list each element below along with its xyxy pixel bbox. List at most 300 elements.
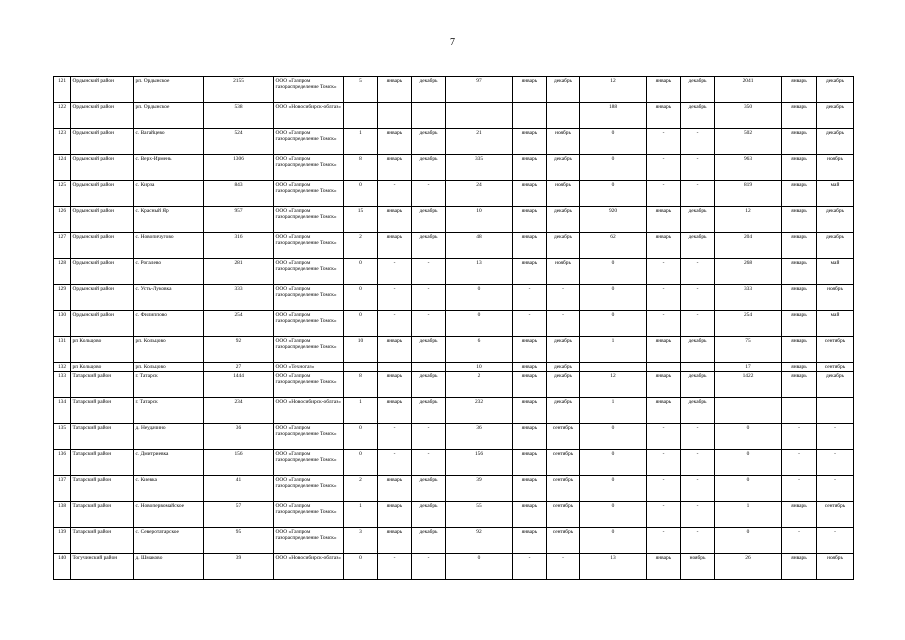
cell-end-a: декабрь [412, 476, 446, 502]
cell-row-number: 136 [54, 450, 71, 476]
cell-start-c: - [647, 502, 681, 528]
cell-start-c: январь [647, 233, 681, 259]
cell-start-b: январь [513, 363, 547, 372]
cell-start-c: январь [647, 77, 681, 103]
cell-value-b: 39 [446, 476, 513, 502]
cell-end-a: декабрь [412, 337, 446, 363]
cell-value-d: 26 [715, 554, 782, 580]
cell-row-number: 125 [54, 181, 71, 207]
cell-row-number: 127 [54, 233, 71, 259]
cell-total-value: 2155 [204, 77, 274, 103]
cell-value-b: 55 [446, 502, 513, 528]
cell-value-c: 0 [580, 424, 647, 450]
table-row [54, 207, 854, 233]
cell-operator: ООО «Газпром газораспределение Томск» [274, 502, 344, 528]
cell-value-c: 0 [580, 502, 647, 528]
cell-operator: ООО «Газпром газораспределение Томск» [274, 372, 344, 398]
cell-end-a: - [412, 259, 446, 285]
cell-end-b: декабрь [547, 155, 580, 181]
cell-settlement: с. Новопервомайское [134, 502, 204, 528]
cell-end-b [547, 103, 580, 129]
cell-end-c: - [681, 155, 715, 181]
cell-total-value: 234 [204, 398, 274, 424]
table-row [54, 103, 854, 129]
cell-end-d: декабрь [817, 372, 854, 398]
cell-operator: ООО «Газпром газораспределение Томск» [274, 77, 344, 103]
table-row [54, 285, 854, 311]
cell-district: Тогучинский район [71, 554, 134, 580]
cell-district: Ордынский район [71, 207, 134, 233]
cell-operator: ООО «Газпром газораспределение Томск» [274, 476, 344, 502]
cell-value-a: 0 [344, 554, 378, 580]
cell-end-c: - [681, 259, 715, 285]
cell-start-c: - [647, 476, 681, 502]
cell-end-a: декабрь [412, 77, 446, 103]
cell-start-a: январь [378, 155, 412, 181]
cell-value-d: 0 [715, 476, 782, 502]
cell-value-d: 75 [715, 337, 782, 363]
cell-total-value: 957 [204, 207, 274, 233]
cell-total-value: 92 [204, 337, 274, 363]
cell-value-d [715, 398, 782, 424]
cell-settlement: с. Северотатарское [134, 528, 204, 554]
cell-end-a: декабрь [412, 129, 446, 155]
cell-operator: ООО «Газпром газораспределение Томск» [274, 207, 344, 233]
cell-value-a [344, 103, 378, 129]
cell-operator: ООО «Газпром газораспределение Томск» [274, 337, 344, 363]
cell-settlement: с. Усть-Луковка [134, 285, 204, 311]
cell-value-a: 5 [344, 77, 378, 103]
cell-start-d: - [782, 528, 817, 554]
cell-operator: ООО «Газпром газораспределение Томск» [274, 129, 344, 155]
cell-start-a: - [378, 259, 412, 285]
cell-start-c: - [647, 424, 681, 450]
cell-value-c: 62 [580, 233, 647, 259]
cell-end-d [817, 398, 854, 424]
cell-row-number: 132 [54, 363, 71, 372]
cell-start-c: - [647, 285, 681, 311]
cell-start-d: январь [782, 129, 817, 155]
cell-district: Татарский район [71, 424, 134, 450]
cell-district: Ордынский район [71, 103, 134, 129]
cell-end-b: сентябрь [547, 476, 580, 502]
cell-end-a: декабрь [412, 528, 446, 554]
cell-value-d: 502 [715, 129, 782, 155]
cell-value-d: 268 [715, 259, 782, 285]
cell-value-c: 0 [580, 450, 647, 476]
cell-start-c: январь [647, 554, 681, 580]
table-body [54, 77, 854, 580]
cell-end-a [412, 363, 446, 372]
cell-end-d: сентябрь [817, 502, 854, 528]
cell-settlement: с. Филиппово [134, 311, 204, 337]
cell-start-d: январь [782, 311, 817, 337]
cell-end-b: - [547, 311, 580, 337]
cell-start-b: январь [513, 476, 547, 502]
cell-value-c: 12 [580, 372, 647, 398]
cell-start-c [647, 363, 681, 372]
cell-value-c: 0 [580, 259, 647, 285]
cell-total-value: 524 [204, 129, 274, 155]
cell-end-d: - [817, 476, 854, 502]
cell-end-c: декабрь [681, 398, 715, 424]
cell-value-b: 10 [446, 363, 513, 372]
cell-row-number: 122 [54, 103, 71, 129]
cell-end-d: - [817, 450, 854, 476]
cell-end-b: декабрь [547, 363, 580, 372]
cell-value-b: 48 [446, 233, 513, 259]
cell-start-d: - [782, 424, 817, 450]
cell-total-value: 281 [204, 259, 274, 285]
cell-end-a [412, 103, 446, 129]
table-row [54, 372, 854, 398]
cell-total-value: 333 [204, 285, 274, 311]
cell-start-b: январь [513, 207, 547, 233]
cell-district: Ордынский район [71, 181, 134, 207]
cell-start-a: январь [378, 77, 412, 103]
cell-value-a: 2 [344, 476, 378, 502]
cell-value-d: 333 [715, 285, 782, 311]
cell-settlement: с. Рогалево [134, 259, 204, 285]
cell-end-d: май [817, 181, 854, 207]
cell-value-b: 97 [446, 77, 513, 103]
cell-end-c: ноябрь [681, 554, 715, 580]
cell-settlement: с. Киевка [134, 476, 204, 502]
cell-value-b: 335 [446, 155, 513, 181]
cell-value-c: 0 [580, 311, 647, 337]
cell-start-b: январь [513, 424, 547, 450]
cell-row-number: 139 [54, 528, 71, 554]
cell-end-d: ноябрь [817, 155, 854, 181]
cell-value-b: 24 [446, 181, 513, 207]
table-row [54, 155, 854, 181]
cell-value-c: 0 [580, 129, 647, 155]
cell-row-number: 133 [54, 372, 71, 398]
table-row [54, 337, 854, 363]
cell-operator: ООО «Газпром газораспределение Томск» [274, 259, 344, 285]
cell-start-c: январь [647, 372, 681, 398]
cell-start-a: январь [378, 398, 412, 424]
cell-district: Татарский район [71, 528, 134, 554]
cell-start-c: январь [647, 103, 681, 129]
cell-value-a: 2 [344, 233, 378, 259]
cell-start-a: - [378, 181, 412, 207]
cell-district: рп Кольцово [71, 363, 134, 372]
cell-start-b: январь [513, 77, 547, 103]
cell-end-c: - [681, 181, 715, 207]
table-row [54, 259, 854, 285]
cell-end-a: декабрь [412, 398, 446, 424]
cell-total-value: 95 [204, 528, 274, 554]
cell-value-a: 1 [344, 502, 378, 528]
cell-start-a: январь [378, 207, 412, 233]
cell-row-number: 135 [54, 424, 71, 450]
cell-end-a: - [412, 424, 446, 450]
cell-operator: ООО «Газпром газораспределение Томск» [274, 528, 344, 554]
cell-district: Татарский район [71, 372, 134, 398]
cell-start-d: январь [782, 363, 817, 372]
cell-district: Татарский район [71, 502, 134, 528]
cell-start-b: январь [513, 372, 547, 398]
cell-district: Татарский район [71, 450, 134, 476]
table-row [54, 181, 854, 207]
cell-value-a: 1 [344, 398, 378, 424]
cell-start-c: - [647, 450, 681, 476]
cell-end-c: - [681, 424, 715, 450]
cell-end-b: - [547, 285, 580, 311]
cell-end-d: декабрь [817, 233, 854, 259]
cell-start-c: январь [647, 337, 681, 363]
cell-start-b: январь [513, 528, 547, 554]
cell-value-a: 0 [344, 259, 378, 285]
cell-start-a [378, 363, 412, 372]
cell-end-d: декабрь [817, 77, 854, 103]
cell-row-number: 121 [54, 77, 71, 103]
cell-value-c: 1 [580, 337, 647, 363]
cell-start-b: - [513, 554, 547, 580]
cell-settlement: рп. Кольцово [134, 363, 204, 372]
cell-operator: ООО «Новосибирск-облгаз» [274, 554, 344, 580]
cell-value-d: 963 [715, 155, 782, 181]
cell-row-number: 130 [54, 311, 71, 337]
cell-value-c: 12 [580, 77, 647, 103]
cell-start-b: - [513, 285, 547, 311]
cell-value-b: 156 [446, 450, 513, 476]
cell-value-c [580, 363, 647, 372]
cell-start-c: - [647, 129, 681, 155]
cell-total-value: 254 [204, 311, 274, 337]
cell-settlement: д. Неудачино [134, 424, 204, 450]
cell-value-d: 204 [715, 233, 782, 259]
cell-operator: ООО «Новосибирск-облгаз» [274, 103, 344, 129]
cell-start-c: - [647, 155, 681, 181]
cell-value-d: 2041 [715, 77, 782, 103]
cell-value-a: 0 [344, 285, 378, 311]
cell-settlement: г. Татарск [134, 398, 204, 424]
cell-start-d: январь [782, 207, 817, 233]
cell-end-d: ноябрь [817, 285, 854, 311]
cell-value-d: 0 [715, 450, 782, 476]
cell-value-a: 0 [344, 311, 378, 337]
cell-start-d: январь [782, 502, 817, 528]
cell-end-d: - [817, 424, 854, 450]
cell-start-d: - [782, 450, 817, 476]
cell-district: Ордынский район [71, 233, 134, 259]
cell-value-a: 1 [344, 129, 378, 155]
table-row [54, 424, 854, 450]
cell-value-b: 6 [446, 337, 513, 363]
cell-end-d: декабрь [817, 207, 854, 233]
cell-row-number: 126 [54, 207, 71, 233]
cell-start-d: январь [782, 337, 817, 363]
cell-district: Ордынский район [71, 259, 134, 285]
cell-value-b: 36 [446, 424, 513, 450]
cell-end-b: ноябрь [547, 259, 580, 285]
cell-start-d: январь [782, 285, 817, 311]
cell-settlement: с. Красный Яр [134, 207, 204, 233]
cell-start-b: январь [513, 259, 547, 285]
cell-start-d: январь [782, 259, 817, 285]
table-row [54, 129, 854, 155]
cell-end-d: май [817, 311, 854, 337]
cell-settlement: с. Верх-Ирмень [134, 155, 204, 181]
cell-value-b [446, 103, 513, 129]
cell-start-c: январь [647, 398, 681, 424]
table-row [54, 528, 854, 554]
cell-start-a: январь [378, 337, 412, 363]
cell-operator: ООО «Газпром газораспределение Томск» [274, 285, 344, 311]
cell-value-b: 0 [446, 285, 513, 311]
cell-end-d: сентябрь [817, 337, 854, 363]
cell-start-b: январь [513, 233, 547, 259]
cell-total-value: 538 [204, 103, 274, 129]
cell-start-a: - [378, 450, 412, 476]
table-row [54, 502, 854, 528]
cell-end-b: декабрь [547, 207, 580, 233]
cell-value-a: 15 [344, 207, 378, 233]
cell-operator: ООО «Газпром газораспределение Томск» [274, 233, 344, 259]
cell-total-value: 1444 [204, 372, 274, 398]
cell-district: Ордынский район [71, 129, 134, 155]
cell-start-d: январь [782, 103, 817, 129]
cell-value-a [344, 363, 378, 372]
cell-start-a: - [378, 311, 412, 337]
cell-row-number: 137 [54, 476, 71, 502]
cell-value-a: 0 [344, 181, 378, 207]
cell-row-number: 124 [54, 155, 71, 181]
cell-end-d: май [817, 259, 854, 285]
cell-row-number: 128 [54, 259, 71, 285]
cell-start-d [782, 398, 817, 424]
cell-start-b: - [513, 311, 547, 337]
page-number: 7 [450, 37, 455, 48]
cell-start-a: - [378, 554, 412, 580]
cell-end-d: - [817, 528, 854, 554]
cell-start-b: январь [513, 502, 547, 528]
cell-operator: ООО «Газпром газораспределение Томск» [274, 311, 344, 337]
cell-row-number: 140 [54, 554, 71, 580]
cell-start-b: январь [513, 155, 547, 181]
cell-start-a: январь [378, 502, 412, 528]
cell-district: Ордынский район [71, 311, 134, 337]
cell-end-b: сентябрь [547, 424, 580, 450]
cell-start-d: - [782, 476, 817, 502]
cell-total-value: 27 [204, 363, 274, 372]
cell-end-d: декабрь [817, 103, 854, 129]
cell-value-b: 21 [446, 129, 513, 155]
cell-end-a: декабрь [412, 155, 446, 181]
table-row [54, 554, 854, 580]
cell-value-b: 0 [446, 311, 513, 337]
cell-value-c: 1 [580, 398, 647, 424]
cell-start-b: январь [513, 337, 547, 363]
cell-end-c: - [681, 285, 715, 311]
cell-end-b: ноябрь [547, 129, 580, 155]
cell-total-value: 156 [204, 450, 274, 476]
cell-settlement: г. Татарск [134, 372, 204, 398]
cell-end-a: декабрь [412, 233, 446, 259]
table-row [54, 450, 854, 476]
cell-value-d: 819 [715, 181, 782, 207]
cell-end-c: - [681, 502, 715, 528]
cell-end-a: - [412, 181, 446, 207]
cell-value-d: 1 [715, 502, 782, 528]
cell-end-a: декабрь [412, 207, 446, 233]
cell-value-b: 2 [446, 372, 513, 398]
cell-value-a: 8 [344, 155, 378, 181]
cell-total-value: 843 [204, 181, 274, 207]
cell-value-a: 10 [344, 337, 378, 363]
cell-operator: ООО «Газпром газораспределение Томск» [274, 450, 344, 476]
cell-district: рп Кольцово [71, 337, 134, 363]
cell-operator: ООО «Газпром газораспределение Томск» [274, 181, 344, 207]
cell-end-c: декабрь [681, 103, 715, 129]
cell-value-a: 3 [344, 528, 378, 554]
cell-end-a: - [412, 450, 446, 476]
cell-settlement: с. Дмитриевка [134, 450, 204, 476]
cell-value-d: 17 [715, 363, 782, 372]
cell-total-value: 57 [204, 502, 274, 528]
cell-end-b: сентябрь [547, 450, 580, 476]
cell-start-d: январь [782, 554, 817, 580]
cell-district: Ордынский район [71, 285, 134, 311]
cell-start-d: январь [782, 77, 817, 103]
cell-end-c: - [681, 129, 715, 155]
cell-end-b: сентябрь [547, 502, 580, 528]
cell-row-number: 129 [54, 285, 71, 311]
cell-start-d: январь [782, 233, 817, 259]
cell-end-a: - [412, 311, 446, 337]
cell-settlement: рп. Кольцово [134, 337, 204, 363]
cell-value-c: 0 [580, 476, 647, 502]
cell-end-c: декабрь [681, 372, 715, 398]
cell-start-a: январь [378, 372, 412, 398]
cell-end-c: - [681, 450, 715, 476]
cell-end-c: - [681, 528, 715, 554]
cell-settlement: с. Кирза [134, 181, 204, 207]
cell-value-c: 0 [580, 181, 647, 207]
cell-start-c: - [647, 528, 681, 554]
cell-start-b: январь [513, 181, 547, 207]
cell-row-number: 123 [54, 129, 71, 155]
cell-value-d: 12 [715, 207, 782, 233]
cell-start-b: январь [513, 129, 547, 155]
cell-value-a: 0 [344, 424, 378, 450]
cell-value-b: 232 [446, 398, 513, 424]
cell-row-number: 134 [54, 398, 71, 424]
cell-row-number: 138 [54, 502, 71, 528]
cell-operator: ООО «Газпром газораспределение Томск» [274, 155, 344, 181]
cell-start-a: январь [378, 129, 412, 155]
cell-value-c: 13 [580, 554, 647, 580]
cell-value-c: 188 [580, 103, 647, 129]
cell-operator: ООО «Новосибирск-облгаз» [274, 398, 344, 424]
table-row [54, 311, 854, 337]
cell-settlement: рп. Ордынское [134, 103, 204, 129]
cell-district: Ордынский район [71, 77, 134, 103]
cell-value-b: 10 [446, 207, 513, 233]
cell-end-d: декабрь [817, 129, 854, 155]
cell-total-value: 41 [204, 476, 274, 502]
cell-total-value: 36 [204, 424, 274, 450]
table-row [54, 77, 854, 103]
cell-end-c: декабрь [681, 337, 715, 363]
cell-value-b: 0 [446, 554, 513, 580]
cell-start-a: - [378, 424, 412, 450]
cell-settlement: рп. Ордынское [134, 77, 204, 103]
cell-end-c: декабрь [681, 207, 715, 233]
cell-end-b: сентябрь [547, 528, 580, 554]
